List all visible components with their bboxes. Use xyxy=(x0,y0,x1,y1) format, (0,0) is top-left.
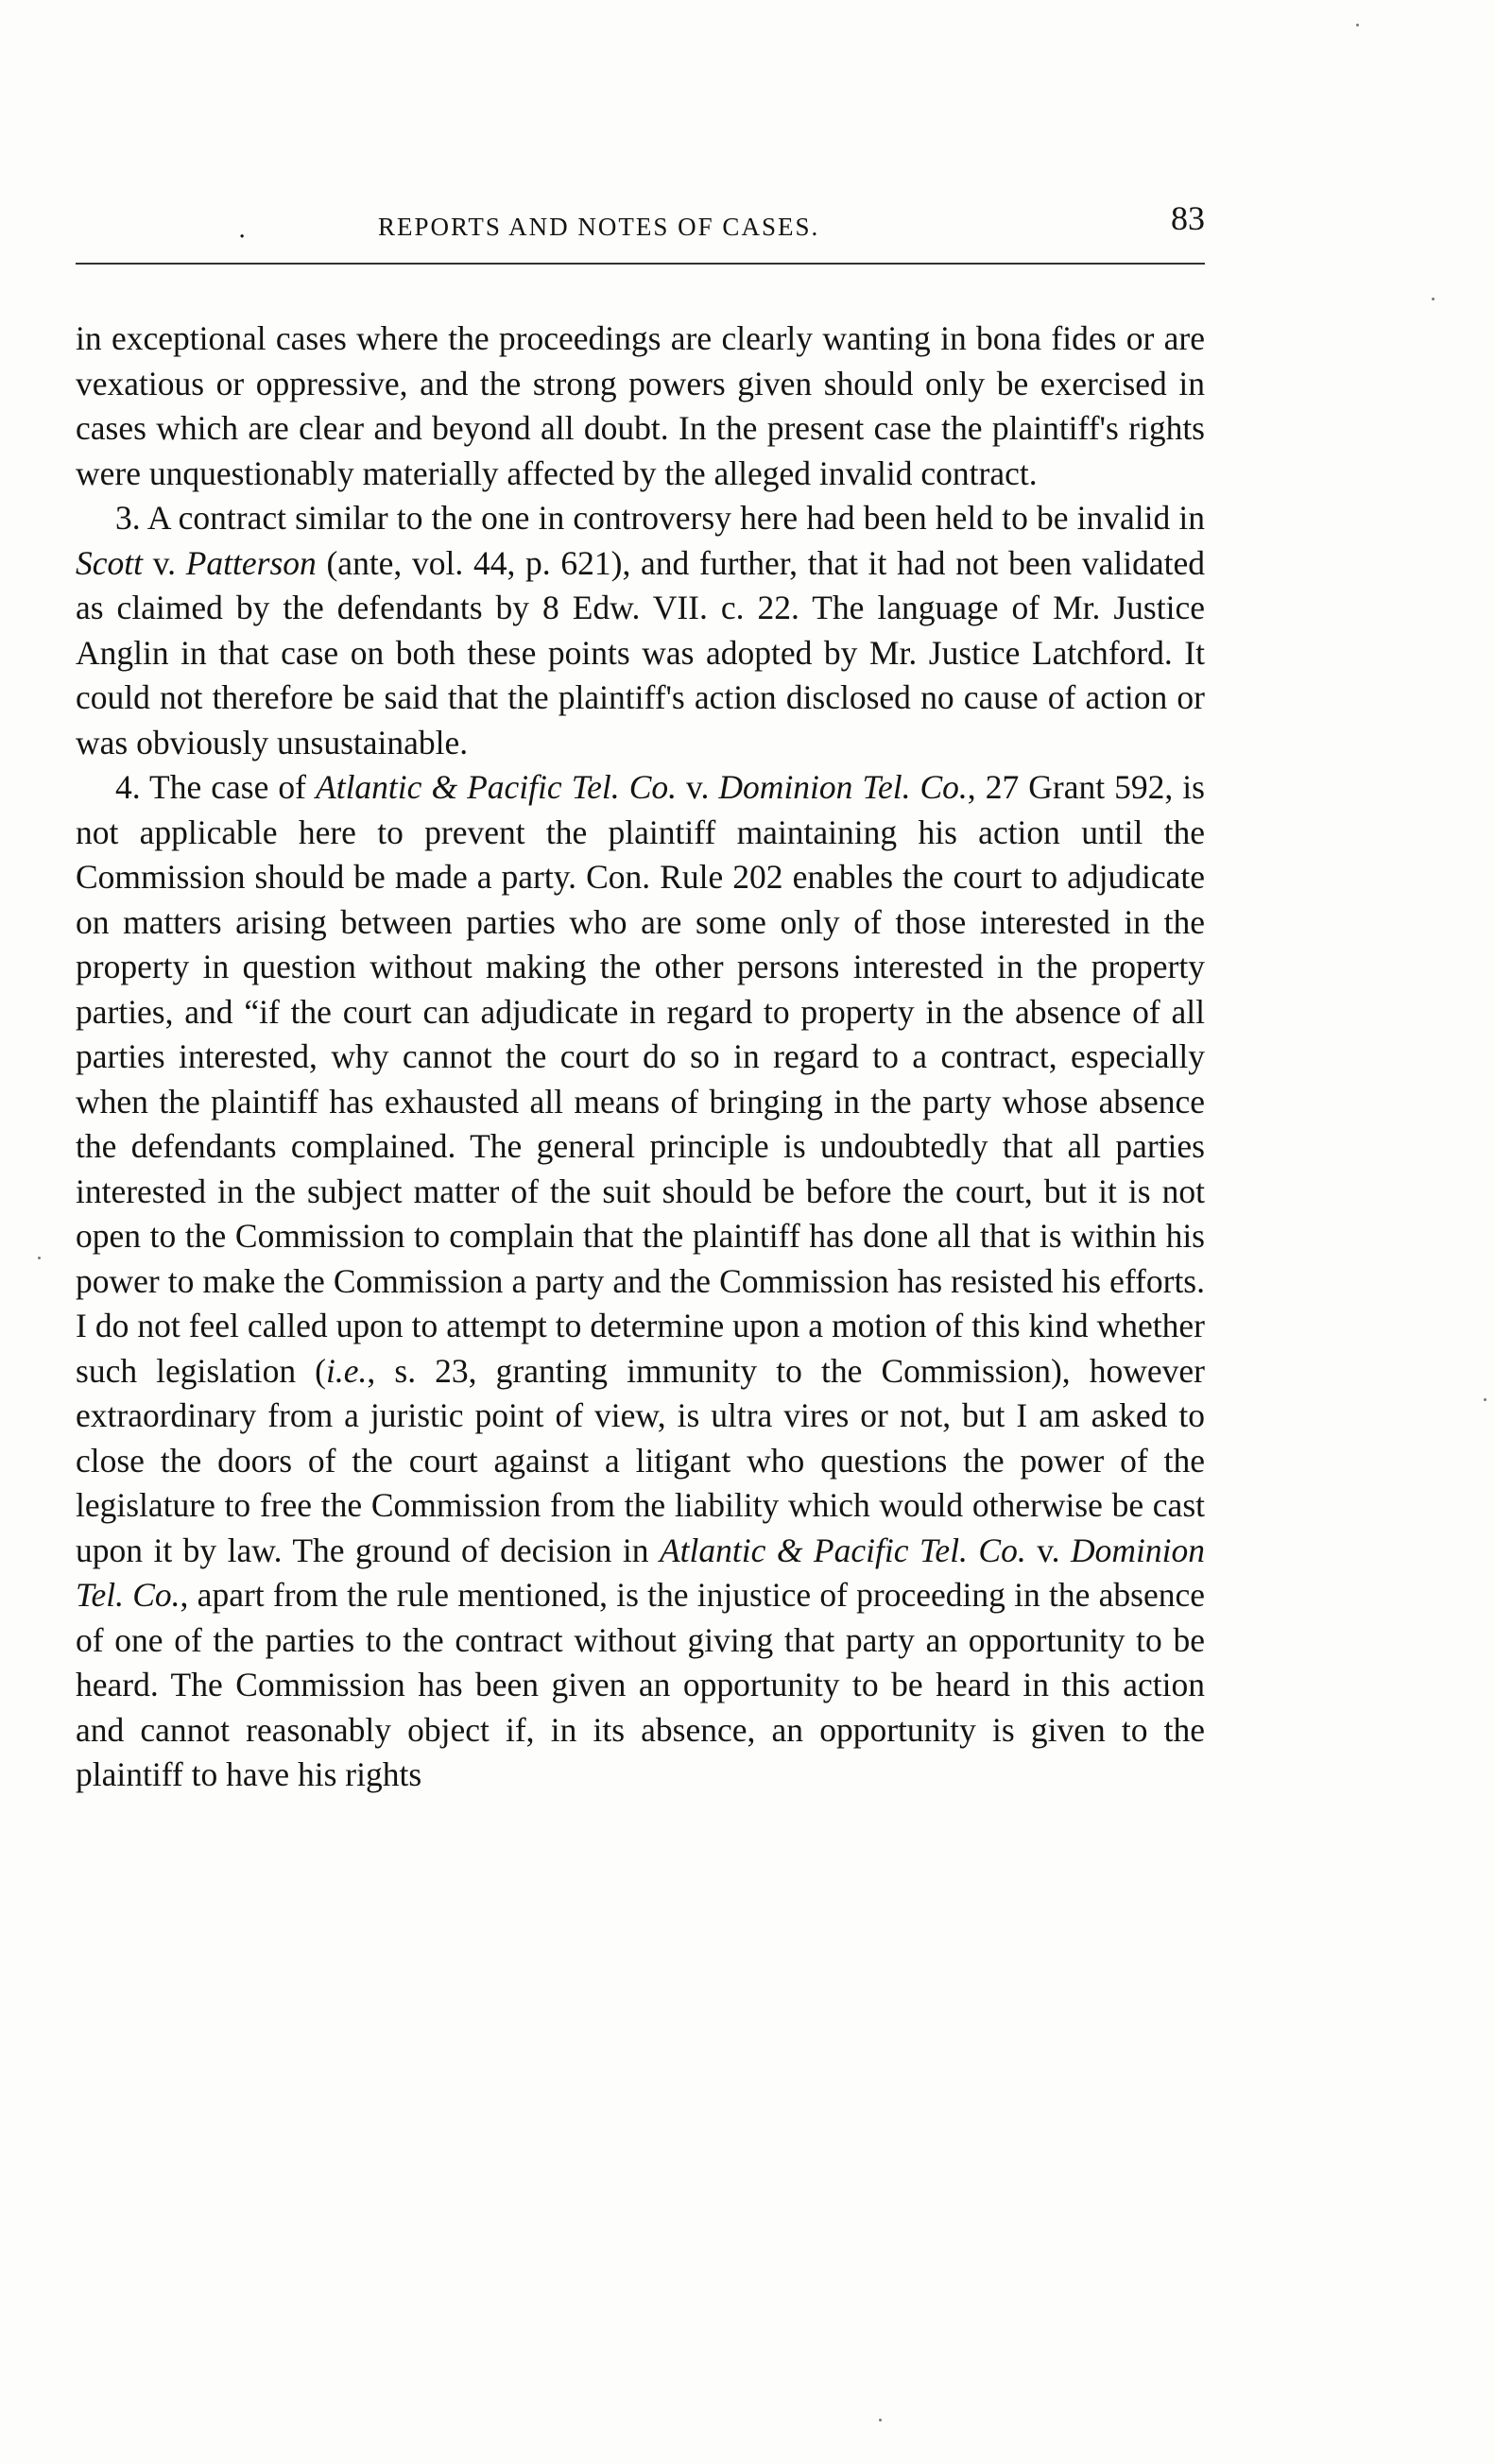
speck xyxy=(1432,298,1435,300)
text-run: 4. The case of xyxy=(115,768,317,806)
text-run: , 27 Grant 592, is not applicable here to prevent the plaintiff maintaining his action until the Commission should be made a party. Con. Rule 202 enables the court to adjudicate on matters arising between parties who are some only of those interested in the property in question without making the other persons interested in the property parties, and “if the court can adjudicate in regard to property in the absence of all parties interested, why cannot the court do so in regard to a contract, especially when the plaintiff has exhausted all means of bringing in the party whose absence the defendants complained. The general principle is undoubtedly that all parties interested in the subject matter of the suit should be before the court, but it is not open to the Commission to complain that the plaintiff has done all that is within his power to make the Commission a party and the Commission has resisted his efforts. I do not feel called upon to attempt to determine upon a motion of this kind whether such legislation ( xyxy=(76,768,1205,1390)
running-head xyxy=(76,198,1205,255)
header-rule xyxy=(76,263,1205,265)
paragraph-3 xyxy=(76,496,1205,765)
speck xyxy=(1356,24,1359,26)
case-name-italic: Atlantic & Pacific Tel. Co. xyxy=(316,768,678,806)
speck xyxy=(879,2419,882,2421)
speck xyxy=(38,1257,41,1259)
speck xyxy=(1484,1398,1486,1401)
abbreviation-italic: i.e. xyxy=(326,1351,368,1390)
running-title: REPORTS AND NOTES OF CASES. xyxy=(378,213,820,241)
text-run: , apart from the rule mentioned, is the injustice of proceeding in the absence of one of the parties to the contract without giving that party an opportunity to be heard. The Commission has been given an opportunity to be heard in this action and cannot reasonably object if, in its absence, an opportunity is given to the plaintiff to have his rights xyxy=(76,1576,1205,1793)
page-number: 83 xyxy=(1171,199,1205,237)
header-dot: . xyxy=(238,215,247,244)
text-run: 3. A contract similar to the one in controversy here had been held to be invalid in xyxy=(115,499,1205,537)
text-run: v. xyxy=(1025,1531,1071,1569)
case-name-italic: Dominion Tel. Co. xyxy=(718,768,968,806)
text-run: v. xyxy=(142,543,186,582)
paragraph-continuation: in exceptional cases where the proceedings are clearly wanting in bona fides or are vexatious or oppressive, and the strong powers given should only be exercised in cases which are clear and beyond all doubt. In the present case the plaintiff's rights were unquestionably materially affected by the alleged invalid contract. xyxy=(76,319,1205,492)
text-run: (ante, vol. 44, p. 621), and further, that it had not been validated as claimed by the defendants by 8 Edw. VII. c. 22. The language of Mr. Justice Anglin in that case on both these points was adopted by Mr. Justice Latchford. It could not therefore be said that the plaintiff's action disclosed no cause of action or was obviously unsustainable. xyxy=(76,543,1205,761)
case-name-italic: Atlantic & Pacific Tel. Co. xyxy=(659,1531,1026,1569)
text-run: v. xyxy=(677,768,719,806)
case-name-italic: Patterson xyxy=(185,543,317,582)
body-text xyxy=(76,317,1205,1798)
case-name-italic: Dominion Tel. Co. xyxy=(76,1531,1205,1614)
text-run: , s. 23, granting immunity to the Commission), however extraordinary from a juristic point of view, is ultra vires or not, but I am asked to close the doors of the court against a litigant who questions the power of the legislature to free the Commission from the liability which would otherwise be cast upon it by law. The ground of decision in xyxy=(76,1351,1205,1569)
paragraph-4 xyxy=(76,765,1205,1798)
case-name-italic: Scott xyxy=(76,543,143,582)
